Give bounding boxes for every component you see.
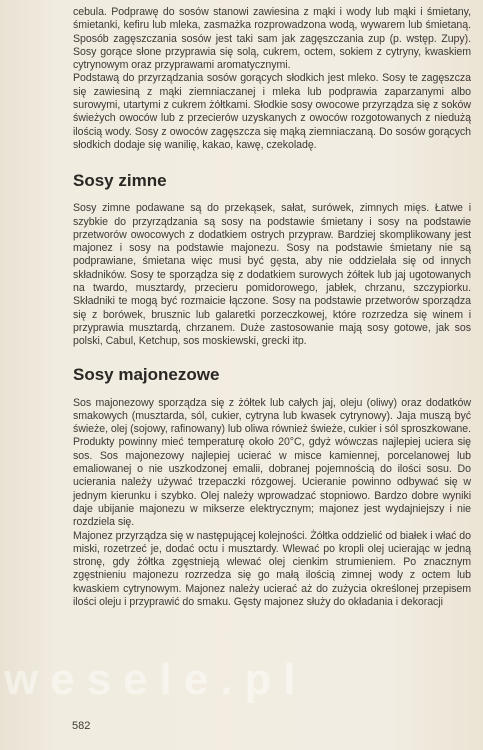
text-column — [73, 6, 471, 609]
page-number: 582 — [72, 720, 91, 732]
watermark: wesele.pl — [4, 655, 308, 704]
sosy-majonezowe-paragraph-2: Majonez przyrządza się w następującej kolejności. Żółtka oddzielić od białek i włać do miski, rozetrzeć je, dodać octu i musztardy. Wlewać po kropli olej ucierając w jedną stronę, gdy żółtka zgęstnieją wlewać olej cienkim strumieniem. Po znacznym zgęstnieniu majonezu rozrzedza się go małą ilością zimnej wody z octem lub kwaskiem cytrynowym. Majonez należy ucierać aż do zużycia określonej przepisem ilości oleju i przyprawić do smaku. Gęsty majonez służy do okładania i dekoracji — [73, 529, 471, 608]
section-heading-sosy-zimne: Sosy zimne — [73, 171, 167, 191]
intro-paragraph-2: Podstawą do przyrządzania sosów gorących słodkich jest mleko. Sosy te zagęszcza się zawiesiną z mąki ziemniaczanej i mleka lub podprawia zaparzanymi albo surowymi, utartymi z cukrem żółtkami. Słodkie sosy owocowe przyrządza się z soków świeżych owoców lub z przecierów uzyskanych z owoców rozgotowanych z niedużą ilością wody. Sosy z owoców zagęszcza się mąką ziemniaczaną. Do sosów gorących słodkich dodaje się wanilię, kakao, kawę, czekoladę. — [73, 72, 471, 151]
sosy-majonezowe-paragraph-1: Sos majonezowy sporządza się z żółtek lub całych jaj, oleju (oliwy) oraz dodatków smakowych (musztarda, sól, cukier, cytryna lub kwasek cytrynowy). Jaja muszą być świeże, olej (sojowy, rafinowany) lub oliwa również świeże, cukier i sól sproszkowane. Produkty powinny mieć temperaturę około 20°C, gdyż wówczas najlepiej uciera się sos. Sos majonezowy najlepiej ucierać w misce kamiennej, porcelanowej lub emaliowanej o nie uszkodzonej emalii, dobranej pojemnością do ilości sosu. Do ucierania należy używać trzepaczki rózgowej. Ucieranie powinno odbywać się w jednym kierunku i szybko. Olej należy wprowadzać stopniowo. Bardzo dobre wyniki daje ubijanie majonezu w mikserze elektrycznym; majonez jest wydajniejszy i nie rozdziela się. — [73, 396, 471, 529]
section-heading-sosy-majonezowe: Sosy majonezowe — [73, 364, 220, 384]
sosy-zimne-paragraph: Sosy zimne podawane są do przekąsek, sałat, surówek, zimnych mięs. Łatwe i szybkie do przyrządzania są sosy na podstawie śmietany i sosy na podstawie przetworów owocowych z dodatkiem ostrych przypraw. Bardziej skomplikowany jest majonez i sosy na podstawie majonezu. Sosy na podstawie śmietany nie są podprawiane, śmietana więc musi być gęsta, aby nie oddzielała się od innych składników. Sosy te sporządza się z dodatkiem surowych żółtek lub jaj ugotowanych na twardo, musztardy, przecieru pomidorowego, jabłek, chrzanu, szczypiorku. Składniki te mogą być rozmaicie łączone. Sosy na podstawie przetworów sporządza się z borówek, brusznic lub galaretki porzeczkowej, które rozrzedza się winem i przyprawia musztardą, chrzanem. Duże zastosowanie mają sosy gotowe, jak sos polski, Cabul, Ketchup, sos moskiewski, grecki itp. — [73, 202, 471, 348]
intro-paragraph-1: cebula. Podprawę do sosów stanowi zawiesina z mąki i wody lub mąki i śmietany, śmietanki, kefiru lub mleka, zasmażka rozprowadzona wodą, wywarem lub śmietaną. Sposób zagęszczania sosów jest taki sam jak zagęszczania zup (p. wstęp. Zupy). Sosy gorące słone przyprawia się solą, cukrem, octem, sokiem z cytryny, kwaskiem cytrynowym oraz przyprawami aromatycznymi. — [73, 6, 471, 72]
